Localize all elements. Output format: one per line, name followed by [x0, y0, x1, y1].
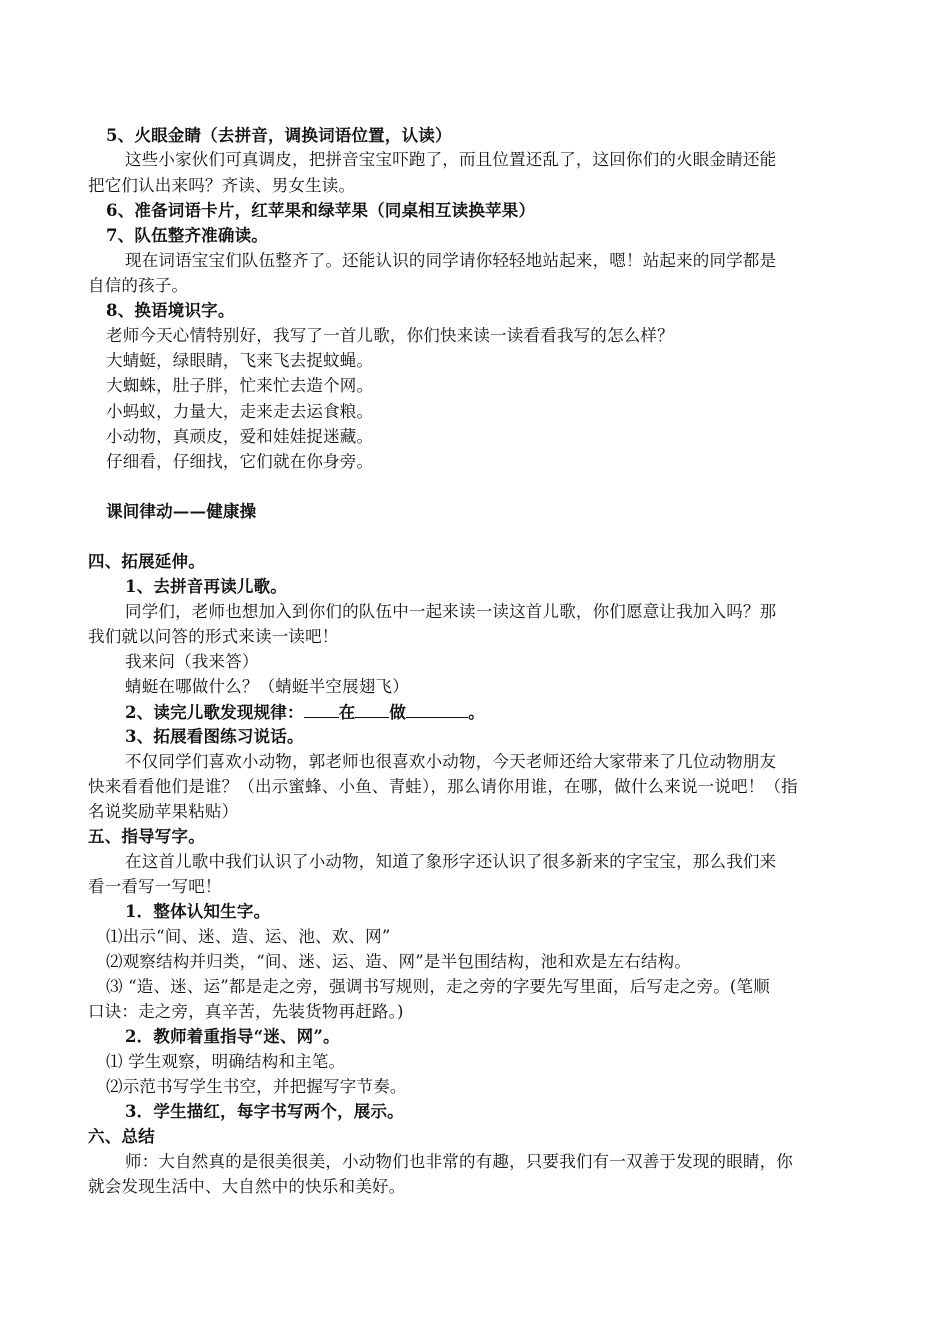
paragraph-line: 快来看看他们是谁？（出示蜜蜂、小鱼、青蛙），那么请你用谁，在哪，做什么来说一说吧！（指 — [88, 777, 798, 796]
paragraph-line: 自信的孩子。 — [88, 276, 189, 295]
poem-line: 仔细看，仔细找，它们就在你身旁。 — [106, 452, 374, 471]
fill-in-pattern-line — [125, 700, 485, 725]
fill-in-period: 。 — [468, 703, 485, 722]
fill-in-label: 2、读完儿歌发现规律： — [125, 703, 304, 722]
paragraph-line: 师：大自然真的是很美很美，小动物们也非常的有趣，只要我们有一双善于发现的眼睛，你 — [125, 1152, 793, 1171]
paragraph-line: 现在词语宝宝们队伍整齐了。还能认识的同学请你轻轻地站起来，嗯！站起来的同学都是 — [125, 251, 777, 270]
subheading: 1、去拼音再读儿歌。 — [125, 577, 287, 596]
section-heading-4: 四、拓展延伸。 — [88, 552, 205, 571]
poem-line: 大蜘蛛，肚子胖，忙来忙去造个网。 — [106, 376, 374, 395]
paragraph-line: 这些小家伙们可真调皮，把拼音宝宝吓跑了，而且位置还乱了，这回你们的火眼金睛还能 — [125, 150, 777, 169]
list-item: ⑴出示“间、迷、造、运、池、欢、网” — [106, 927, 391, 946]
poem-line: 大蜻蜓，绿眼睛，飞来飞去捉蚊蝇。 — [106, 351, 374, 370]
paragraph-line: 蜻蜓在哪做什么？（蜻蜓半空展翅飞） — [125, 677, 409, 696]
paragraph-line: 在这首儿歌中我们认识了小动物，知道了象形字还认识了很多新来的字宝宝，那么我们来 — [125, 852, 777, 871]
poem-line: 小动物，真顽皮，爱和娃娃捉迷藏。 — [106, 427, 374, 446]
paragraph-line: 名说奖励苹果粘贴） — [88, 802, 239, 821]
paragraph-line: 就会发现生活中、大自然中的快乐和美好。 — [88, 1177, 406, 1196]
heading-step-6: 6、准备词语卡片，红苹果和绿苹果（同桌相互读换苹果） — [106, 201, 536, 220]
paragraph-line: 我来问（我来答） — [125, 652, 259, 671]
paragraph-line: 看一看写一写吧！ — [88, 877, 222, 896]
paragraph-line: 口诀：走之旁，真辛苦，先装货物再赶路。) — [88, 1002, 404, 1021]
section-heading-5: 五、指导写字。 — [88, 827, 205, 846]
paragraph-line: 同学们，老师也想加入到你们的队伍中一起来读一读这首儿歌，你们愿意让我加入吗？那 — [125, 602, 777, 621]
heading-step-5: 5、火眼金睛（去拼音，调换词语位置，认读） — [106, 126, 452, 145]
subheading: 3、拓展看图练习说话。 — [125, 727, 304, 746]
fill-in-word-at: 在 — [338, 703, 356, 722]
heading-step-8: 8、换语境识字。 — [106, 301, 235, 320]
blank-who — [304, 700, 339, 718]
list-item: ⑵示范书写学生书空，并把握写字节奏。 — [106, 1077, 407, 1096]
poem-line: 小蚂蚁，力量大，走来走去运食粮。 — [106, 402, 374, 421]
heading-step-7: 7、队伍整齐准确读。 — [106, 226, 268, 245]
list-item: ⑴ 学生观察，明确结构和主笔。 — [106, 1052, 346, 1071]
paragraph-line: 把它们认出来吗？齐读、男女生读。 — [88, 176, 356, 195]
section-heading-6: 六、总结 — [88, 1127, 155, 1146]
list-item: ⑵观察结构并归类，“间、迷、运、造、网”是半包围结构，池和欢是左右结构。 — [106, 952, 692, 971]
fill-in-word-do: 做 — [389, 703, 407, 722]
subheading: 1．整体认知生字。 — [125, 902, 271, 921]
blank-where — [355, 700, 389, 718]
paragraph-line: 我们就以问答的形式来读一读吧！ — [88, 627, 339, 646]
paragraph-line: 不仅同学们喜欢小动物，郭老师也很喜欢小动物，今天老师还给大家带来了几位动物朋友 — [125, 752, 777, 771]
subheading: 3．学生描红，每字书写两个，展示。 — [125, 1102, 404, 1121]
break-activity-heading: 课间律动——健康操 — [106, 502, 257, 521]
blank-what — [406, 700, 468, 718]
paragraph-line: 老师今天心情特别好，我写了一首儿歌，你们快来读一读看看我写的怎么样？ — [106, 326, 674, 345]
subheading: 2．教师着重指导“迷、网”。 — [125, 1027, 340, 1046]
list-item: ⑶ “造、迷、运”都是走之旁，强调书写规则，走之旁的字要先写里面，后写走之旁。(笔顺 — [106, 977, 770, 996]
